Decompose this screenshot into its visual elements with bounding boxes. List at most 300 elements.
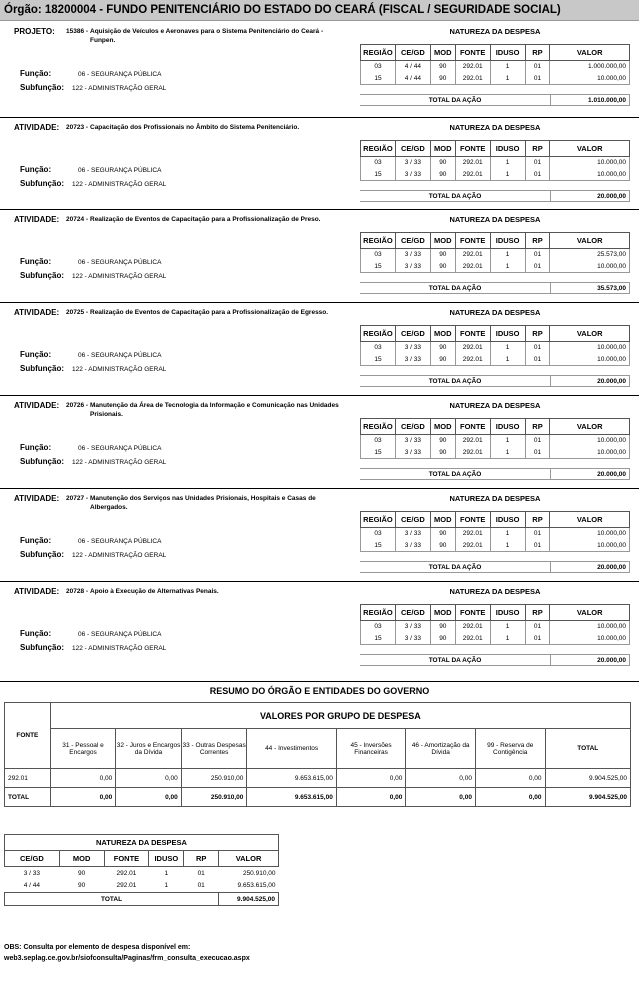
natureza-cell: 1 <box>490 169 525 181</box>
action-type: ATIVIDADE: <box>14 494 60 503</box>
natureza-cell: 292.01 <box>455 157 490 169</box>
natureza-cell: 90 <box>430 435 455 447</box>
funcao-value: 06 - SEGURANÇA PÚBLICA <box>78 352 162 359</box>
action-code: 20725 - <box>66 309 89 316</box>
col-header: CE/GD <box>395 419 430 435</box>
natureza-table <box>360 604 630 645</box>
total-value: 20.000,00 <box>550 561 630 573</box>
natureza-summary-total-label: TOTAL <box>5 893 219 906</box>
subfuncao-label: Subfunção: <box>20 457 64 466</box>
natureza-cell: 90 <box>430 354 455 366</box>
natureza-cell: 10.000,00 <box>550 157 630 169</box>
resumo-cell: 0,00 <box>50 769 116 788</box>
action-type: ATIVIDADE: <box>14 123 60 132</box>
natureza-table <box>360 232 630 273</box>
total-label: TOTAL DA AÇÃO <box>360 94 550 106</box>
action-code: 20723 - <box>66 124 89 131</box>
natureza-row <box>361 447 630 459</box>
action-block <box>0 117 639 210</box>
natureza-cell: 10.000,00 <box>550 73 630 85</box>
natureza-cell: 3 / 33 <box>395 540 430 552</box>
natureza-row <box>361 157 630 169</box>
natureza-cell: 01 <box>525 621 550 633</box>
resumo-cell: 0,00 <box>116 769 182 788</box>
natureza-table <box>360 418 630 459</box>
natureza-cell: 90 <box>430 447 455 459</box>
col-header: RP <box>525 233 550 249</box>
natureza-title: NATUREZA DA DESPESA <box>449 401 541 410</box>
natureza-cell: 3 / 33 <box>395 169 430 181</box>
natureza-cell: 15 <box>361 73 396 85</box>
natureza-cell: 01 <box>525 157 550 169</box>
total-row <box>360 94 630 106</box>
natureza-cell: 01 <box>525 633 550 645</box>
resumo-col-header: 99 - Reserva de Contigência <box>475 729 545 769</box>
natureza-cell: 1 <box>490 354 525 366</box>
col-header: CE/GD <box>395 605 430 621</box>
action-description: Realização de Eventos de Capacitação para a Profissionalização de Preso. <box>90 216 321 223</box>
action-description: Realização de Eventos de Capacitação para a Profissionalização de Egresso. <box>90 309 329 316</box>
resumo-cell: 9.904.525,00 <box>545 769 631 788</box>
col-header: IDUSO <box>490 419 525 435</box>
subfuncao-value: 122 - ADMINISTRAÇÃO GERAL <box>72 181 167 188</box>
action-block <box>0 488 639 581</box>
subfuncao-value: 122 - ADMINISTRAÇÃO GERAL <box>72 85 167 92</box>
subfuncao-label: Subfunção: <box>20 364 64 373</box>
natureza-cell: 3 / 33 <box>395 621 430 633</box>
natureza-summary-cell: 90 <box>78 869 86 877</box>
resumo-cell: 0,00 <box>336 788 406 807</box>
col-header: FONTE <box>455 45 490 61</box>
natureza-summary-cell: 01 <box>197 869 205 877</box>
natureza-cell: 292.01 <box>455 633 490 645</box>
natureza-cell: 90 <box>430 633 455 645</box>
natureza-cell: 90 <box>430 261 455 273</box>
block-divider <box>0 395 639 396</box>
natureza-cell: 1 <box>490 261 525 273</box>
resumo-col-header: 44 - Investimentos <box>247 729 336 769</box>
resumo-row <box>5 788 631 807</box>
subfuncao-value: 122 - ADMINISTRAÇÃO GERAL <box>72 645 167 652</box>
resumo-cell: 250.910,00 <box>181 788 247 807</box>
natureza-cell: 10.000,00 <box>550 261 630 273</box>
natureza-summary-col-header: VALOR <box>219 851 279 867</box>
funcao-value: 06 - SEGURANÇA PÚBLICA <box>78 445 162 452</box>
resumo-cell: 0,00 <box>406 769 476 788</box>
col-header: MOD <box>430 45 455 61</box>
natureza-cell: 15 <box>361 354 396 366</box>
natureza-summary-row <box>5 880 279 893</box>
natureza-summary-cell: 1 <box>164 882 169 890</box>
natureza-cell: 292.01 <box>455 249 490 261</box>
col-header: RP <box>525 326 550 342</box>
natureza-row <box>361 621 630 633</box>
natureza-cell: 03 <box>361 528 396 540</box>
natureza-cell: 4 / 44 <box>395 61 430 73</box>
funcao-label: Função: <box>20 443 52 452</box>
natureza-cell: 01 <box>525 447 550 459</box>
natureza-cell: 03 <box>361 157 396 169</box>
natureza-cell: 3 / 33 <box>395 354 430 366</box>
col-header: CE/GD <box>395 141 430 157</box>
total-value: 20.000,00 <box>550 375 630 387</box>
col-header: CE/GD <box>395 45 430 61</box>
natureza-summary-col-header: RP <box>184 851 219 867</box>
total-value: 20.000,00 <box>550 468 630 480</box>
total-row <box>360 282 630 294</box>
natureza-summary-table <box>4 834 279 906</box>
block-divider <box>0 209 639 210</box>
natureza-summary-col-header: CE/GD <box>5 851 60 867</box>
resumo-divider <box>0 681 639 682</box>
resumo-cell: 9.904.525,00 <box>545 788 631 807</box>
funcao-label: Função: <box>20 536 52 545</box>
action-type: ATIVIDADE: <box>14 308 60 317</box>
col-header: MOD <box>430 512 455 528</box>
natureza-cell: 01 <box>525 73 550 85</box>
natureza-summary-cell: 250.910,00 <box>242 869 276 877</box>
action-type: ATIVIDADE: <box>14 215 60 224</box>
natureza-cell: 10.000,00 <box>550 528 630 540</box>
natureza-cell: 10.000,00 <box>550 540 630 552</box>
resumo-fonte-header: FONTE <box>5 703 51 769</box>
col-header: REGIÃO <box>361 326 396 342</box>
natureza-title: NATUREZA DA DESPESA <box>449 27 541 36</box>
natureza-cell: 15 <box>361 261 396 273</box>
obs-line1: OBS: Consulta por elemento de despesa disponível em: <box>4 944 191 951</box>
natureza-summary-col-header: MOD <box>59 851 104 867</box>
subfuncao-label: Subfunção: <box>20 643 64 652</box>
col-header: IDUSO <box>490 141 525 157</box>
natureza-cell: 03 <box>361 621 396 633</box>
col-header: REGIÃO <box>361 605 396 621</box>
natureza-cell: 10.000,00 <box>550 621 630 633</box>
action-type: ATIVIDADE: <box>14 401 60 410</box>
total-row <box>360 190 630 202</box>
funcao-value: 06 - SEGURANÇA PÚBLICA <box>78 71 162 78</box>
action-block <box>0 209 639 302</box>
total-value: 20.000,00 <box>550 190 630 202</box>
natureza-cell: 292.01 <box>455 342 490 354</box>
natureza-title: NATUREZA DA DESPESA <box>449 308 541 317</box>
total-row <box>360 468 630 480</box>
natureza-table <box>360 44 630 85</box>
natureza-row <box>361 435 630 447</box>
action-code: 20727 - <box>66 495 89 502</box>
natureza-cell: 01 <box>525 540 550 552</box>
natureza-cell: 15 <box>361 633 396 645</box>
total-label: TOTAL DA AÇÃO <box>360 654 550 666</box>
resumo-cell: 0,00 <box>475 769 545 788</box>
col-header: RP <box>525 605 550 621</box>
natureza-summary-title: NATUREZA DA DESPESA <box>5 835 279 851</box>
natureza-row <box>361 342 630 354</box>
col-header: CE/GD <box>395 233 430 249</box>
natureza-summary-cell: 4 / 44 <box>23 882 40 890</box>
col-header: MOD <box>430 326 455 342</box>
col-header: REGIÃO <box>361 233 396 249</box>
natureza-cell: 1 <box>490 621 525 633</box>
resumo-cell: 9.653.615,00 <box>247 769 336 788</box>
block-divider <box>0 581 639 582</box>
resumo-title: RESUMO DO ÓRGÃO E ENTIDADES DO GOVERNO <box>209 686 430 696</box>
natureza-cell: 01 <box>525 261 550 273</box>
col-header: FONTE <box>455 512 490 528</box>
total-value: 1.010.000,00 <box>550 94 630 106</box>
action-description: Capacitação dos Profissionais no Âmbito do Sistema Penitenciário. <box>90 124 300 131</box>
funcao-label: Função: <box>20 257 52 266</box>
resumo-cell: 0,00 <box>50 788 116 807</box>
resumo-cell: TOTAL <box>5 788 51 807</box>
resumo-cell: 0,00 <box>406 788 476 807</box>
col-header: IDUSO <box>490 512 525 528</box>
natureza-summary-cell: 9.653.615,00 <box>237 882 276 890</box>
natureza-cell: 3 / 33 <box>395 633 430 645</box>
funcao-label: Função: <box>20 165 52 174</box>
resumo-col-header: 33 - Outras Despesas Correntes <box>181 729 247 769</box>
natureza-cell: 90 <box>430 249 455 261</box>
natureza-cell: 90 <box>430 73 455 85</box>
natureza-cell: 292.01 <box>455 447 490 459</box>
funcao-label: Função: <box>20 69 52 78</box>
natureza-cell: 90 <box>430 528 455 540</box>
col-header: FONTE <box>455 141 490 157</box>
subfuncao-value: 122 - ADMINISTRAÇÃO GERAL <box>72 366 167 373</box>
action-type: PROJETO: <box>14 27 55 36</box>
col-header: VALOR <box>550 45 630 61</box>
total-label: TOTAL DA AÇÃO <box>360 375 550 387</box>
resumo-cell: 0,00 <box>475 788 545 807</box>
natureza-cell: 10.000,00 <box>550 169 630 181</box>
resumo-cell: 0,00 <box>336 769 406 788</box>
col-header: VALOR <box>550 605 630 621</box>
col-header: RP <box>525 141 550 157</box>
natureza-title: NATUREZA DA DESPESA <box>449 587 541 596</box>
col-header: RP <box>525 419 550 435</box>
natureza-cell: 4 / 44 <box>395 73 430 85</box>
natureza-cell: 10.000,00 <box>550 354 630 366</box>
resumo-cell: 292.01 <box>5 769 51 788</box>
natureza-cell: 10.000,00 <box>550 342 630 354</box>
col-header: REGIÃO <box>361 45 396 61</box>
natureza-cell: 01 <box>525 354 550 366</box>
natureza-cell: 90 <box>430 621 455 633</box>
natureza-summary-cell: 01 <box>197 882 205 890</box>
natureza-cell: 292.01 <box>455 621 490 633</box>
total-value: 20.000,00 <box>550 654 630 666</box>
subfuncao-value: 122 - ADMINISTRAÇÃO GERAL <box>72 273 167 280</box>
natureza-cell: 01 <box>525 342 550 354</box>
funcao-value: 06 - SEGURANÇA PÚBLICA <box>78 167 162 174</box>
col-header: FONTE <box>455 326 490 342</box>
col-header: MOD <box>430 419 455 435</box>
natureza-title: NATUREZA DA DESPESA <box>449 215 541 224</box>
natureza-row <box>361 540 630 552</box>
natureza-row <box>361 169 630 181</box>
action-block <box>0 302 639 395</box>
natureza-summary-cell: 3 / 33 <box>23 869 40 877</box>
action-code: 15386 - <box>66 28 89 35</box>
resumo-cell: 9.653.615,00 <box>247 788 336 807</box>
action-block <box>0 581 639 674</box>
natureza-cell: 15 <box>361 447 396 459</box>
col-header: MOD <box>430 141 455 157</box>
natureza-summary-cell: 1 <box>164 869 169 877</box>
natureza-title: NATUREZA DA DESPESA <box>449 494 541 503</box>
funcao-value: 06 - SEGURANÇA PÚBLICA <box>78 631 162 638</box>
natureza-title: NATUREZA DA DESPESA <box>449 123 541 132</box>
funcao-value: 06 - SEGURANÇA PÚBLICA <box>78 259 162 266</box>
orgao-header: Órgão: 18200004 - FUNDO PENITENCIÁRIO DO ESTADO DO CEARÁ (FISCAL / SEGURIDADE SOCIAL) <box>0 0 639 21</box>
natureza-cell: 1 <box>490 447 525 459</box>
natureza-cell: 1 <box>490 73 525 85</box>
natureza-cell: 1 <box>490 435 525 447</box>
natureza-cell: 3 / 33 <box>395 157 430 169</box>
funcao-label: Função: <box>20 350 52 359</box>
natureza-row <box>361 528 630 540</box>
subfuncao-label: Subfunção: <box>20 271 64 280</box>
col-header: RP <box>525 45 550 61</box>
col-header: RP <box>525 512 550 528</box>
natureza-table <box>360 511 630 552</box>
natureza-cell: 3 / 33 <box>395 528 430 540</box>
action-block <box>0 24 639 117</box>
col-header: FONTE <box>455 233 490 249</box>
total-row <box>360 561 630 573</box>
funcao-value: 06 - SEGURANÇA PÚBLICA <box>78 538 162 545</box>
natureza-summary-cell: 90 <box>78 882 86 890</box>
natureza-row <box>361 633 630 645</box>
natureza-cell: 292.01 <box>455 528 490 540</box>
action-block <box>0 395 639 488</box>
natureza-cell: 90 <box>430 342 455 354</box>
natureza-cell: 01 <box>525 435 550 447</box>
action-code: 20728 - <box>66 588 89 595</box>
col-header: CE/GD <box>395 326 430 342</box>
natureza-cell: 01 <box>525 528 550 540</box>
natureza-cell: 90 <box>430 157 455 169</box>
natureza-cell: 1.000.000,00 <box>550 61 630 73</box>
resumo-col-header: 45 - Inversões Financeiras <box>336 729 406 769</box>
obs-link[interactable]: web3.seplag.ce.gov.br/siofconsulta/Paginas/frm_consulta_execucao.aspx <box>4 955 250 962</box>
total-label: TOTAL DA AÇÃO <box>360 561 550 573</box>
natureza-cell: 292.01 <box>455 435 490 447</box>
resumo-cell: 250.910,00 <box>181 769 247 788</box>
action-description: Aquisição de Veículos e Aeronaves para o Sistema Penitenciário do Ceará - Funpen. <box>90 28 324 44</box>
resumo-cell: 0,00 <box>116 788 182 807</box>
natureza-summary-cell: 292.01 <box>116 882 137 890</box>
action-code: 20724 - <box>66 216 89 223</box>
natureza-cell: 3 / 33 <box>395 447 430 459</box>
natureza-row <box>361 354 630 366</box>
col-header: IDUSO <box>490 326 525 342</box>
funcao-label: Função: <box>20 629 52 638</box>
natureza-cell: 1 <box>490 633 525 645</box>
natureza-cell: 292.01 <box>455 73 490 85</box>
col-header: MOD <box>430 605 455 621</box>
natureza-cell: 01 <box>525 249 550 261</box>
resumo-col-header: 31 - Pessoal e Encargos <box>50 729 116 769</box>
natureza-cell: 292.01 <box>455 169 490 181</box>
natureza-cell: 1 <box>490 61 525 73</box>
natureza-cell: 03 <box>361 61 396 73</box>
col-header: IDUSO <box>490 233 525 249</box>
col-header: IDUSO <box>490 605 525 621</box>
col-header: REGIÃO <box>361 141 396 157</box>
natureza-cell: 3 / 33 <box>395 342 430 354</box>
natureza-cell: 90 <box>430 540 455 552</box>
col-header: VALOR <box>550 233 630 249</box>
natureza-cell: 1 <box>490 249 525 261</box>
natureza-cell: 1 <box>490 540 525 552</box>
col-header: REGIÃO <box>361 512 396 528</box>
natureza-cell: 03 <box>361 249 396 261</box>
natureza-cell: 10.000,00 <box>550 633 630 645</box>
action-description: Manutenção dos Serviços nas Unidades Prisionais, Hospitais e Casas de Albergados. <box>90 495 316 511</box>
natureza-cell: 15 <box>361 540 396 552</box>
total-row <box>360 375 630 387</box>
natureza-row <box>361 73 630 85</box>
natureza-row <box>361 261 630 273</box>
natureza-cell: 1 <box>490 342 525 354</box>
natureza-cell: 1 <box>490 528 525 540</box>
col-header: VALOR <box>550 326 630 342</box>
total-label: TOTAL DA AÇÃO <box>360 468 550 480</box>
natureza-table <box>360 140 630 181</box>
subfuncao-value: 122 - ADMINISTRAÇÃO GERAL <box>72 459 167 466</box>
natureza-cell: 10.000,00 <box>550 447 630 459</box>
action-description: Apoio à Execução de Alternativas Penais. <box>90 588 219 595</box>
obs-note <box>4 942 250 964</box>
col-header: CE/GD <box>395 512 430 528</box>
resumo-row <box>5 769 631 788</box>
natureza-row <box>361 249 630 261</box>
natureza-cell: 15 <box>361 169 396 181</box>
block-divider <box>0 117 639 118</box>
action-type: ATIVIDADE: <box>14 587 60 596</box>
natureza-cell: 3 / 33 <box>395 249 430 261</box>
subfuncao-label: Subfunção: <box>20 550 64 559</box>
natureza-table <box>360 325 630 366</box>
subfuncao-label: Subfunção: <box>20 179 64 188</box>
natureza-cell: 292.01 <box>455 540 490 552</box>
total-row <box>360 654 630 666</box>
natureza-cell: 3 / 33 <box>395 261 430 273</box>
col-header: FONTE <box>455 605 490 621</box>
natureza-cell: 292.01 <box>455 61 490 73</box>
resumo-table <box>4 702 631 807</box>
col-header: VALOR <box>550 419 630 435</box>
total-value: 35.573,00 <box>550 282 630 294</box>
col-header: IDUSO <box>490 45 525 61</box>
col-header: REGIÃO <box>361 419 396 435</box>
action-code: 20726 - <box>66 402 89 409</box>
natureza-summary-col-header: FONTE <box>104 851 149 867</box>
natureza-cell: 01 <box>525 61 550 73</box>
col-header: VALOR <box>550 141 630 157</box>
total-label: TOTAL DA AÇÃO <box>360 190 550 202</box>
col-header: VALOR <box>550 512 630 528</box>
resumo-group-header: VALORES POR GRUPO DE DESPESA <box>50 703 630 729</box>
natureza-cell: 25.573,00 <box>550 249 630 261</box>
natureza-cell: 90 <box>430 169 455 181</box>
natureza-cell: 03 <box>361 435 396 447</box>
col-header: MOD <box>430 233 455 249</box>
total-label: TOTAL DA AÇÃO <box>360 282 550 294</box>
natureza-cell: 292.01 <box>455 354 490 366</box>
natureza-row <box>361 61 630 73</box>
natureza-cell: 03 <box>361 342 396 354</box>
